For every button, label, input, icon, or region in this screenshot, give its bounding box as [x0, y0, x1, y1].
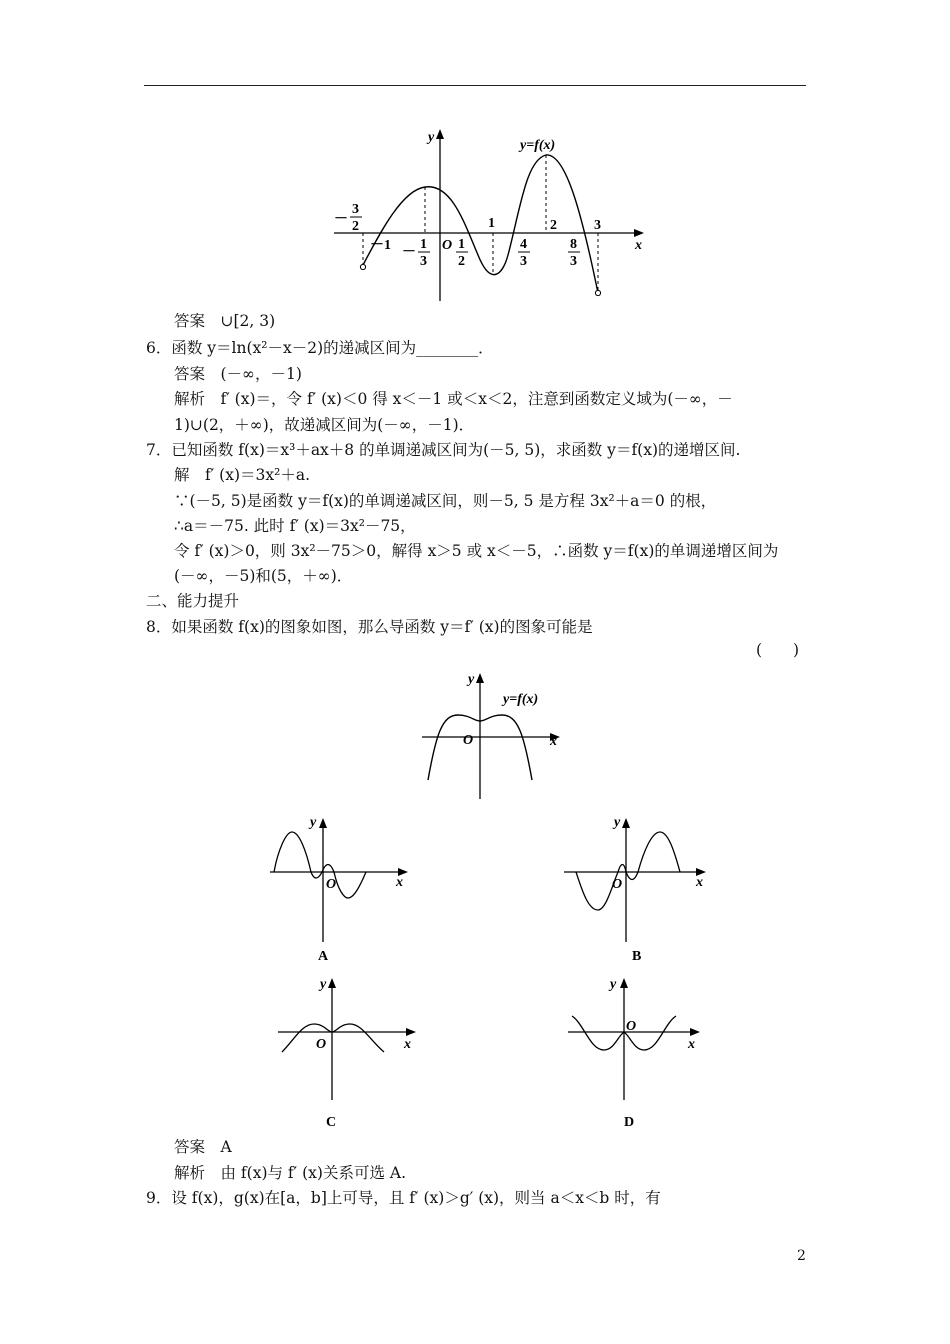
option-b-graph [560, 810, 720, 970]
tick-three: 3 [594, 218, 601, 233]
tick-neg-13-den: 3 [420, 254, 427, 269]
tick-half-den: 2 [458, 254, 465, 269]
tick-43-den: 3 [520, 254, 527, 269]
answer-bracket-8: ( ) [756, 641, 800, 659]
y-label: y [428, 130, 435, 145]
x-label: x [396, 875, 403, 890]
y-label: y [614, 815, 621, 830]
solution-7-b: ∵(－5, 5)是函数 y＝f(x)的单调递减区间，则－5, 5 是方程 3x²＋a＝0 的根， [174, 492, 717, 510]
answer-5: 答案 ∪[2, 3) [174, 312, 276, 330]
figure-1-graph [330, 125, 650, 305]
curve-f [363, 155, 598, 293]
x-label: x [688, 1037, 695, 1052]
solution-7-e: (－∞，－5)和(5，＋∞)． [174, 567, 353, 585]
origin-label: O [326, 877, 337, 892]
origin-label: O [316, 1037, 327, 1052]
tick-half-num: 1 [458, 237, 465, 252]
option-letter: D [624, 1115, 635, 1130]
tick-one: 1 [488, 216, 495, 231]
question-9: 9．设 f(x)，g(x)在[a，b]上可导，且 f′ (x)＞g′ (x)，则当 a＜x＜b 时，有 [146, 1189, 661, 1207]
tick-neg-32-den: 2 [352, 219, 359, 234]
y-axis-arrow [436, 129, 444, 139]
figure-2-graph [418, 665, 568, 805]
x-label: x [404, 1037, 411, 1052]
option-letter: C [326, 1115, 337, 1130]
x-axis-arrow [634, 229, 644, 237]
tick-neg-32-num: 3 [352, 202, 359, 217]
page-number: 2 [797, 1248, 806, 1264]
open-circle-right [595, 290, 600, 295]
solution-7-d: 令 f′ (x)＞0，则 3x²－75＞0，解得 x＞5 或 x＜－5，∴函数 y＝f(x)的单调递增区间为 [174, 542, 779, 560]
x-label: x [696, 875, 703, 890]
header-rule [144, 85, 806, 86]
curve-b [576, 832, 680, 910]
x-label: x [550, 734, 557, 749]
option-a-graph [266, 810, 416, 970]
question-7: 7．已知函数 f(x)＝x³＋ax＋8 的单调递减区间为(－5, 5)，求函数 y＝f(x)的递增区间. [146, 441, 741, 459]
option-c-graph [274, 970, 424, 1130]
func-label: y=f(x) [503, 692, 539, 707]
y-label: y [468, 672, 475, 687]
question-8: 8．如果函数 f(x)的图象如图，那么导函数 y＝f′ (x)的图象可能是 [146, 618, 593, 636]
option-letter: B [632, 949, 642, 964]
tick-neg-sign: － [334, 212, 348, 227]
func-label: y=f(x) [520, 138, 556, 153]
answer-6: 答案 (－∞，－1) [174, 365, 302, 383]
y-label: y [310, 815, 317, 830]
curve-c [282, 1024, 384, 1052]
curve-a [274, 832, 366, 898]
y-label: y [610, 977, 617, 992]
solution-7-a: 解 f′ (x)＝3x²＋a. [174, 466, 311, 484]
option-d-graph [564, 970, 714, 1130]
tick-neg-one: －1 [370, 238, 391, 253]
option-letter: A [318, 949, 329, 964]
analysis-6-cont: 1)∪(2，＋∞)，故递减区间为(－∞，－1)． [174, 416, 475, 434]
tick-neg-13-num: 1 [420, 237, 427, 252]
section-heading: 二、能力提升 [146, 592, 240, 610]
tick-neg-sign-2: － [402, 245, 416, 260]
question-6: 6．函数 y＝ln(x²－x－2)的递减区间为________． [146, 339, 494, 357]
analysis-8: 解析 由 f(x)与 f′ (x)关系可选 A. [174, 1164, 406, 1182]
tick-83-num: 8 [570, 237, 577, 252]
origin-label: O [463, 733, 474, 748]
analysis-6: 解析 f′ (x)＝，令 f′ (x)＜0 得 x＜－1 或＜x＜2，注意到函数定义域为(－∞，－ [174, 390, 733, 408]
solution-7-c: ∴a＝－75. 此时 f′ (x)＝3x²－75， [174, 517, 416, 535]
open-circle-left [360, 264, 365, 269]
tick-43-num: 4 [520, 237, 527, 252]
tick-83-den: 3 [570, 254, 577, 269]
origin-label: O [626, 1019, 637, 1034]
tick-two: 2 [550, 218, 557, 233]
x-label: x [635, 238, 642, 253]
answer-8: 答案 A [174, 1138, 232, 1156]
y-label: y [320, 977, 327, 992]
origin-label: O [442, 238, 453, 253]
origin-label: O [612, 877, 623, 892]
